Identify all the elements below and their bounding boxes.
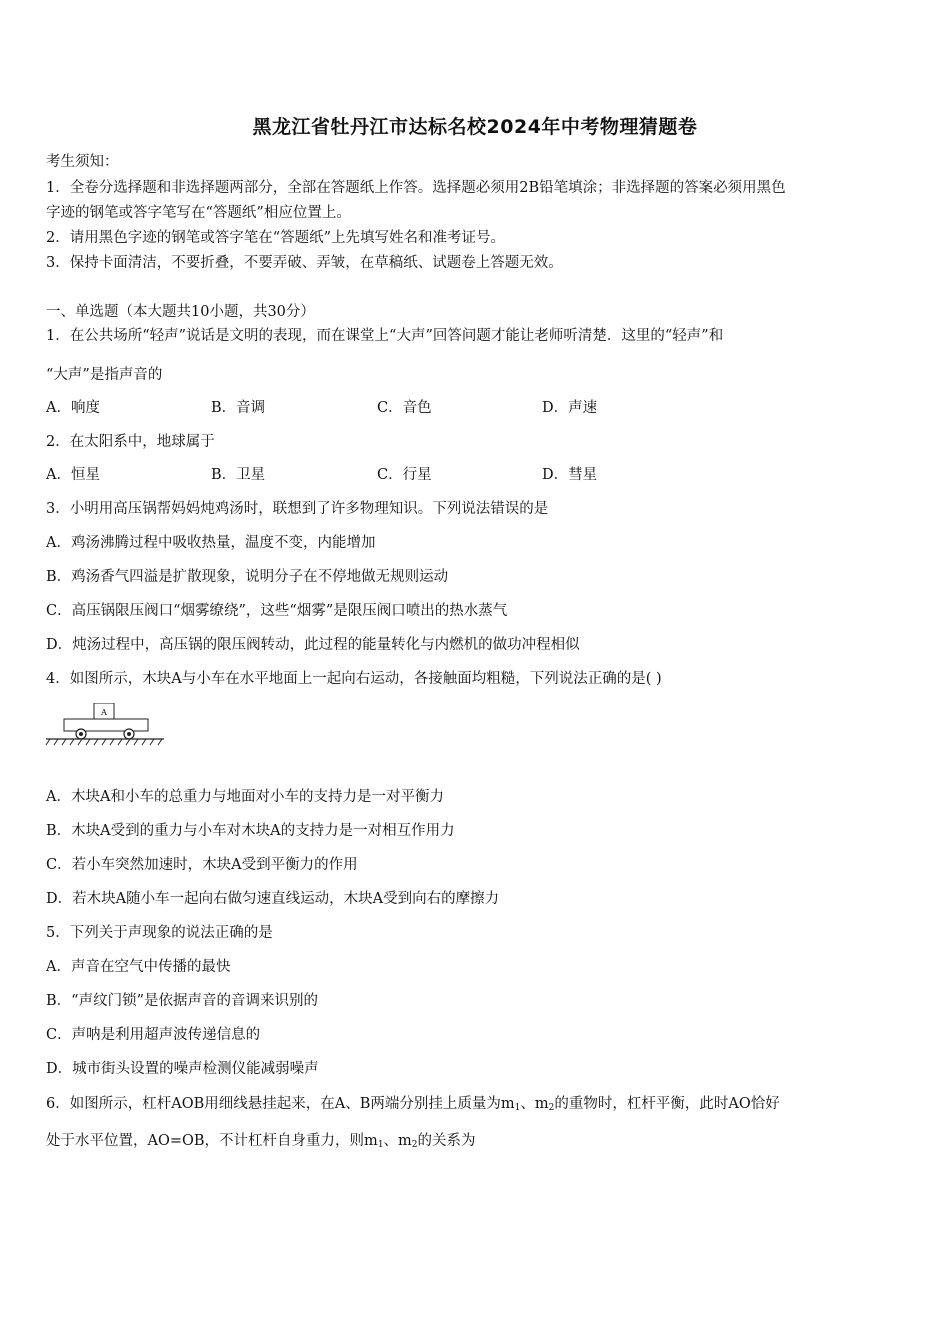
question-2-stem: 2．在太阳系中，地球属于 xyxy=(46,434,215,450)
q3-option-a: A．鸡汤沸腾过程中吸收热量，温度不变，内能增加 xyxy=(46,535,376,551)
q6-stem-part: 6．如图所示，杠杆AOB用细线悬挂起来，在A、B两端分别挂上质量为m xyxy=(46,1096,515,1112)
q6-stem-part: 的重物时，杠杆平衡，此时AO恰好 xyxy=(554,1096,780,1112)
q5-option-b: B．“声纹门锁”是依据声音的音调来识别的 xyxy=(46,993,318,1009)
subscript-1: 1 xyxy=(377,1140,384,1150)
q2-option-b: B．卫星 xyxy=(211,467,266,483)
q2-option-c: C．行星 xyxy=(377,467,432,483)
q3-option-c: C．高压锅限压阀口“烟雾缭绕”，这些“烟雾”是限压阀口喷出的热水蒸气 xyxy=(46,603,508,619)
ground-hatching xyxy=(46,739,162,745)
question-6-stem xyxy=(46,1094,780,1118)
q5-option-d: D．城市街头设置的噪声检测仪能减弱噪声 xyxy=(46,1061,319,1077)
page-title: 黑龙江省牡丹江市达标名校2024年中考物理猜题卷 xyxy=(252,116,698,138)
subscript-1: 1 xyxy=(514,1103,521,1113)
notice-item: 1．全卷分选择题和非选择题两部分，全部在答题纸上作答。选择题必须用2B铅笔填涂；非选择题的答案必须用黑色 xyxy=(46,180,786,196)
q6-stem-part: 的关系为 xyxy=(417,1133,476,1149)
notice-item: 3．保持卡面清洁，不要折叠，不要弄破、弄皱，在草稿纸、试题卷上答题无效。 xyxy=(46,255,563,271)
question-4-stem: 4．如图所示，木块A与小车在水平地面上一起向右运动，各接触面均粗糙，下列说法正确的是( ) xyxy=(46,671,662,687)
q1-option-d: D．声速 xyxy=(542,400,598,416)
notice-heading: 考生须知： xyxy=(46,154,119,170)
notice-item: 字迹的钢笔或答字笔写在“答题纸”相应位置上。 xyxy=(46,205,351,221)
question-6-stem-cont xyxy=(46,1131,476,1155)
subscript-2: 2 xyxy=(411,1140,418,1150)
cart-axle-right xyxy=(127,732,131,736)
subscript-2: 2 xyxy=(548,1103,555,1113)
cart-axle-left xyxy=(79,732,83,736)
question-5-stem: 5．下列关于声现象的说法正确的是 xyxy=(46,925,273,941)
q3-option-d: D．炖汤过程中，高压锅的限压阀转动，此过程的能量转化与内燃机的做功冲程相似 xyxy=(46,637,580,653)
q1-option-c: C．音色 xyxy=(377,400,432,416)
q4-option-b: B．木块A受到的重力与小车对木块A的支持力是一对相互作用力 xyxy=(46,823,455,839)
q2-option-a: A．恒星 xyxy=(46,467,100,483)
notice-item: 2．请用黑色字迹的钢笔或答字笔在“答题纸”上先填写姓名和准考证号。 xyxy=(46,230,506,246)
q4-option-a: A．木块A和小车的总重力与地面对小车的支持力是一对平衡力 xyxy=(46,789,444,805)
question-1-stem: 1．在公共场所“轻声”说话是文明的表现，而在课堂上“大声”回答问题才能让老师听清楚．这里的“轻声”和 xyxy=(46,328,724,344)
q4-option-c: C．若小车突然加速时，木块A受到平衡力的作用 xyxy=(46,857,358,873)
block-a-label: A xyxy=(101,708,107,717)
q2-option-d: D．彗星 xyxy=(542,467,598,483)
section-heading: 一、单选题（本大题共10小题，共30分） xyxy=(46,304,315,320)
q6-stem-part: 处于水平位置，AO=OB，不计杠杆自身重力，则m xyxy=(46,1133,378,1149)
cart-figure xyxy=(44,703,166,747)
q5-option-c: C．声呐是利用超声波传递信息的 xyxy=(46,1027,261,1043)
q6-stem-sep: 、m xyxy=(383,1133,412,1149)
q1-option-b: B．音调 xyxy=(211,400,266,416)
cart-body xyxy=(64,719,148,731)
q6-stem-sep: 、m xyxy=(520,1096,549,1112)
question-3-stem: 3．小明用高压锅帮妈妈炖鸡汤时，联想到了许多物理知识。下列说法错误的是 xyxy=(46,501,549,517)
q5-option-a: A．声音在空气中传播的最快 xyxy=(46,959,231,975)
q4-option-d: D．若木块A随小车一起向右做匀速直线运动，木块A受到向右的摩擦力 xyxy=(46,891,500,907)
q1-option-a: A．响度 xyxy=(46,400,100,416)
q3-option-b: B．鸡汤香气四溢是扩散现象，说明分子在不停地做无规则运动 xyxy=(46,569,449,585)
question-1-stem-cont: “大声”是指声音的 xyxy=(46,367,163,383)
